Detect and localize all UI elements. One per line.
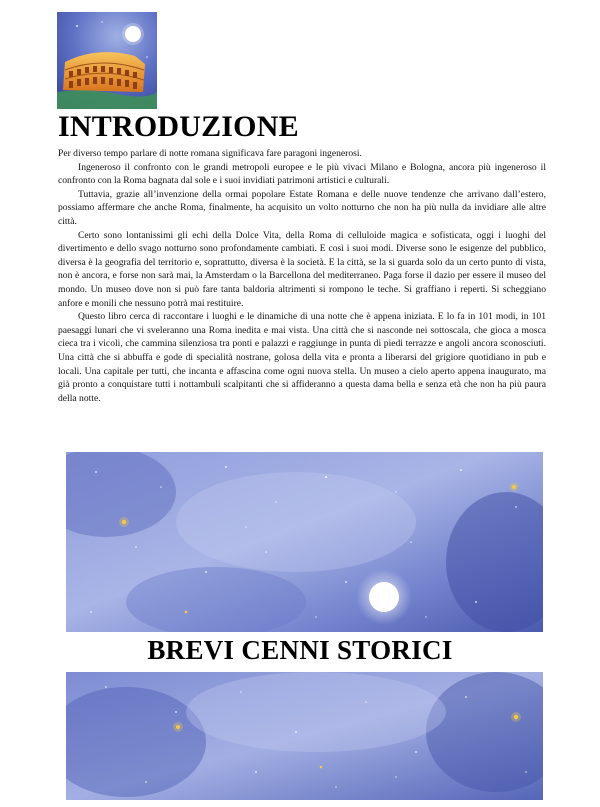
page-title: INTRODUZIONE: [58, 110, 299, 143]
paragraph: Tuttavia, grazie all’invenzione della ormai popolare Estate Romana e delle nuove tendenze che arrivano dall’estero, possiamo affermare che anche Roma, finalmente, ha acquisito un volto notturno che non ha più nulla da invidiare alle altre città.: [58, 188, 546, 227]
paragraph: Per diverso tempo parlare di notte romana significava fare paragoni ingenerosi.: [58, 148, 362, 159]
paragraph: Ingeneroso il confronto con le grandi metropoli europee e le più vivaci Milano e Bologna, ancora più ingeneroso il confronto con la Roma bagnata dal sole e i suoi invidiati patrimoni artistici e culturali.: [58, 161, 546, 187]
colosseum-night-icon: [57, 12, 157, 109]
night-sky-stars-icon: [66, 672, 543, 800]
section-title: BREVI CENNI STORICI: [147, 635, 453, 665]
intro-text: [58, 147, 546, 405]
paragraph: Certo sono lontanissimi gli echi della Dolce Vita, della Roma di celluloide magica e sofisticata, oggi i luoghi del divertimento e dello svago notturno sono profondamente cambiati. E così i suoi modi. Diverse sono le esigenze del pubblico, diversa è la geografia del territorio e, soprattutto, diversa è la società. E la città, se la si guarda solo da un certo punto di vista, non è ancora, e forse non sarà mai, la Amsterdam o la Barcellona del mediterraneo. Paga forse il dazio per essere il museo del mondo. Un museo dove non si può fare tanta baldoria altrimenti si rompono le teche. Si graffiano i reperti. Si scheggiano anfore e monili che nessuno potrà mai restituire.: [58, 229, 546, 309]
paragraph: Questo libro cerca di raccontare i luoghi e le dinamiche di una notte che è appena iniziata. E lo fa in 101 modi, in 101 paesaggi lunari che vi sveleranno una Roma inedita e mai vista. Una città che si nasconde nei sottoscala, che gioca a mosca cieca tra i vicoli, che cammina silenziosa tra ponti e palazzi e raggiunge in punta di piedi terrazze e angoli ancora sconosciuti. Una città che si abbuffa e gode di specialità nostrane, golosa della vita e pronta a liberarsi del grigiore quotidiano in pub e locali. Una capitale per tutti, che incanta e affascina come ogni nuova stella. Un museo a cielo aperto appena inaugurato, ma già pronto a conquistare tutti i nottambuli scalpitanti che si affideranno a questa dama bella e senza età che non ha più paura della notte.: [58, 311, 546, 404]
night-sky-moon-icon: [66, 452, 543, 632]
